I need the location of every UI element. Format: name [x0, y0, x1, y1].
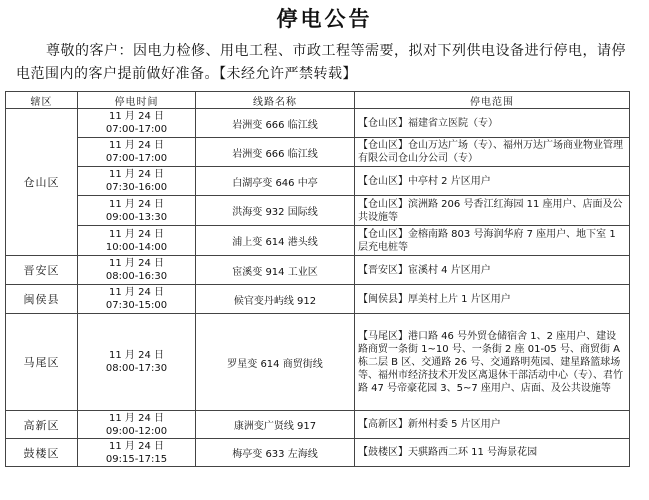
- header-scope: 停电范围: [355, 92, 630, 109]
- date-text: 11 月 24 日: [109, 169, 164, 180]
- scope-cell: 【高新区】新州村委 5 片区用户: [355, 411, 630, 439]
- notice-title: 停电公告: [276, 6, 373, 31]
- scope-cell: 【仓山区】滨洲路 206 号香江红海园 11 座用户、店面及公共设施等: [355, 196, 630, 226]
- scope-cell: 【鼓楼区】天骐路西二环 11 号海景花园: [355, 439, 630, 467]
- table-row: [6, 285, 630, 314]
- line-cell: 浦上变 614 港头线: [196, 226, 355, 256]
- scope-cell: 【仓山区】仓山万达广场（专）、福州万达广场商业物业管理有限公司仓山分公司（专）: [355, 138, 630, 167]
- line-cell: 康洲变广贤线 917: [196, 411, 355, 439]
- header-line: 线路名称: [196, 92, 355, 109]
- table-row: [6, 109, 630, 138]
- scope-cell: 【仓山区】福建省立医院（专）: [355, 109, 630, 138]
- date-text: 11 月 24 日: [109, 111, 164, 122]
- table-row: [6, 439, 630, 467]
- time-cell: [78, 109, 196, 138]
- table-row: [6, 167, 630, 196]
- time-cell: [78, 314, 196, 411]
- date-text: 11 月 24 日: [109, 198, 164, 210]
- header-time: 停电时间: [78, 92, 196, 109]
- outage-table: [5, 91, 630, 467]
- header-area: 辖区: [6, 92, 78, 109]
- table-row: [6, 226, 630, 256]
- time-text: 10:00-14:00: [105, 241, 168, 253]
- date-text: 11 月 24 日: [109, 287, 164, 298]
- date-text: 11 月 24 日: [109, 350, 164, 361]
- scope-cell: 【仓山区】金榕南路 803 号海润华府 7 座用户、地下室 1 层充电桩等: [355, 226, 630, 256]
- table-row: [6, 411, 630, 439]
- line-cell: 宦溪变 914 工业区: [196, 256, 355, 285]
- time-text: 07:30-16:00: [105, 182, 168, 193]
- line-cell: 候官变丹屿线 912: [196, 285, 355, 314]
- area-cell: 马尾区: [6, 314, 78, 411]
- time-text: 09:00-12:00: [105, 425, 168, 437]
- area-cell: 鼓楼区: [6, 439, 78, 467]
- date-text: 11 月 24 日: [109, 258, 164, 269]
- scope-cell: 【仓山区】中亭村 2 片区用户: [355, 167, 630, 196]
- scope-cell: 【晋安区】宦溪村 4 片区用户: [355, 256, 630, 285]
- time-cell: [78, 226, 196, 256]
- time-text: 09:00-13:30: [105, 211, 168, 223]
- line-cell: 岩洲变 666 临江线: [196, 138, 355, 167]
- scope-cell: 【马尾区】港口路 46 号外贸仓储宿舍 1、2 座用户、建设路商贸一条街 1~10 号、一条街 2 座 01-05 号、商贸街 A 栋二层 B 区、交通路 26 号、交通路明苑园、建星路篮球场等、福州市经济技术开发区离退休干部活动中心（专）、君竹路 47 号帝豪花园 3、5~7 座用户、店面、及公共设施等: [355, 314, 630, 411]
- time-text: 07:00-17:00: [105, 153, 168, 164]
- time-cell: [78, 285, 196, 314]
- time-text: 07:30-15:00: [105, 300, 168, 311]
- table-row: [6, 138, 630, 167]
- time-cell: [78, 439, 196, 467]
- date-text: 11 月 24 日: [109, 412, 164, 424]
- time-text: 09:15-17:15: [105, 453, 168, 465]
- line-cell: 罗星变 614 商贸街线: [196, 314, 355, 411]
- area-cell: 仓山区: [6, 109, 78, 256]
- time-cell: [78, 411, 196, 439]
- area-cell: 晋安区: [6, 256, 78, 285]
- date-text: 11 月 24 日: [109, 140, 164, 151]
- line-cell: 洪海变 932 国际线: [196, 196, 355, 226]
- time-cell: [78, 256, 196, 285]
- date-text: 11 月 24 日: [109, 440, 164, 452]
- notice-intro: 尊敬的客户：因电力检修、用电工程、市政工程等需要，拟对下列供电设备进行停电，请停电范围内的客户提前做好准备。【未经允许严禁转载】: [16, 43, 626, 82]
- date-text: 11 月 24 日: [109, 228, 164, 240]
- time-text: 07:00-17:00: [105, 124, 168, 135]
- time-cell: [78, 167, 196, 196]
- line-cell: 梅亭变 633 左海线: [196, 439, 355, 467]
- area-cell: 闽侯县: [6, 285, 78, 314]
- time-cell: [78, 138, 196, 167]
- table-header-row: [6, 92, 630, 109]
- area-cell: 高新区: [6, 411, 78, 439]
- table-row: [6, 314, 630, 411]
- table-row: [6, 196, 630, 226]
- table-row: [6, 256, 630, 285]
- line-cell: 岩洲变 666 临江线: [196, 109, 355, 138]
- time-cell: [78, 196, 196, 226]
- time-text: 08:00-17:30: [105, 363, 168, 374]
- scope-cell: 【闽侯县】厚美村上片 1 片区用户: [355, 285, 630, 314]
- line-cell: 白湖亭变 646 中亭: [196, 167, 355, 196]
- time-text: 08:00-16:30: [105, 271, 168, 282]
